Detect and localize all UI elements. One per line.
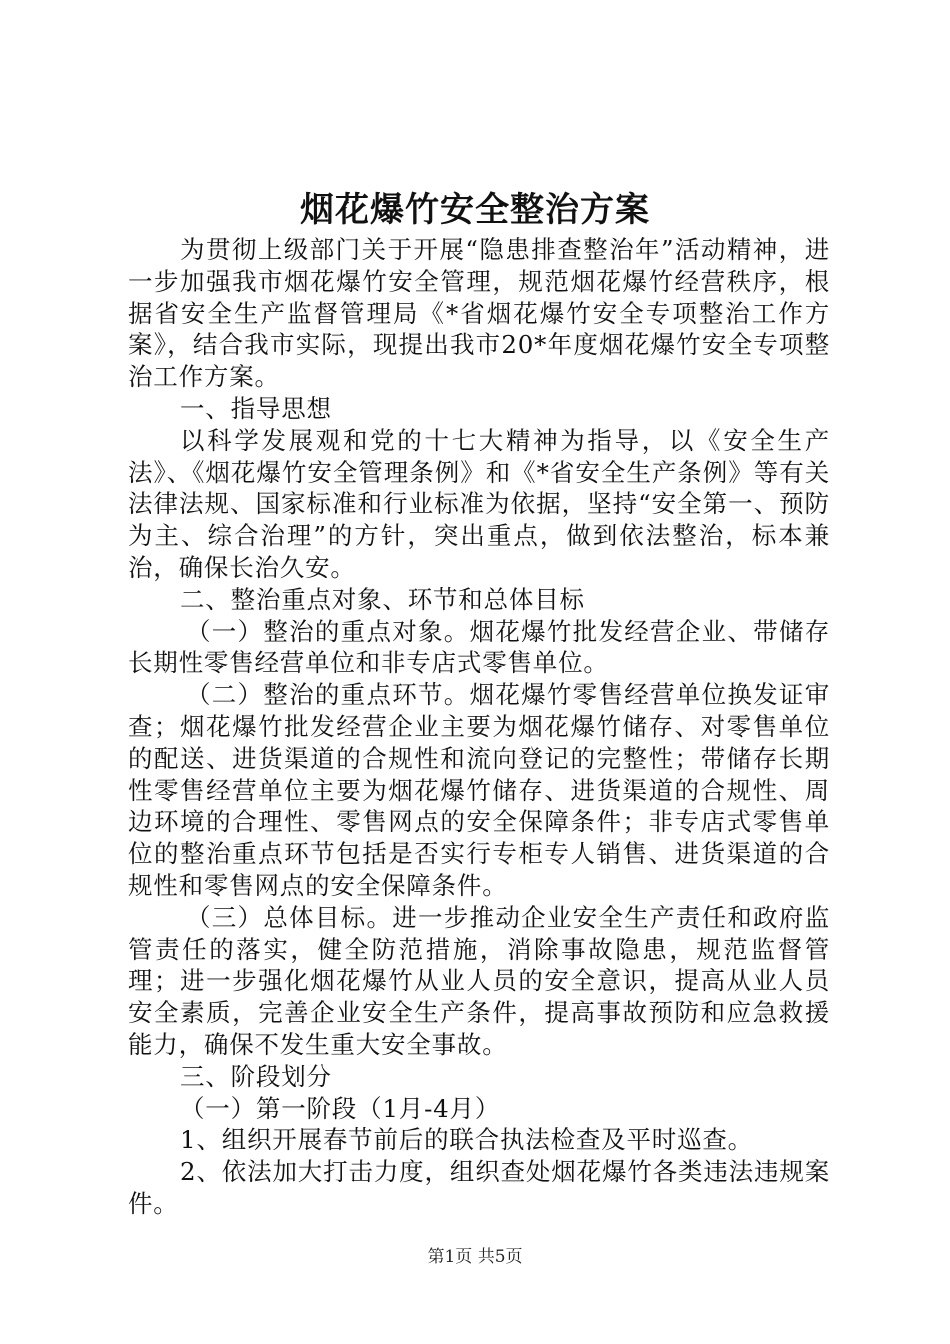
document-body [128, 234, 830, 1220]
heading-targets: 二、整治重点对象、环节和总体目标 [180, 584, 585, 614]
paragraph-intro: 为贯彻上级部门关于开展“隐患排查整治年”活动精神，进一步加强我市烟花爆竹安全管理，规范烟花爆竹经营秩序，根据省安全生产监督管理局《*省烟花爆竹安全专项整治工作方案》，结合我市实际，现提出我市20*年度烟花爆竹安全专项整治工作方案。 [128, 235, 830, 392]
paragraph-key-links: （二）整治的重点环节。烟花爆竹零售经营单位换发证审查；烟花爆竹批发经营企业主要为烟花爆竹储存、对零售单位的配送、进货渠道的合规性和流向登记的完整性；带储存长期性零售经营单位主要为烟花爆竹储存、进货渠道的合规性、周边环境的合理性、零售网点的安全保障条件；非专店式零售单位的整治重点环节包括是否实行专柜专人销售、进货渠道的合规性和零售网点的安全保障条件。 [128, 680, 830, 900]
document-title: 烟花爆竹安全整治方案 [300, 190, 650, 230]
paragraph-guiding-thought: 以科学发展观和党的十七大精神为指导，以《安全生产法》、《烟花爆竹安全管理条例》和《*省安全生产条例》等有关法律法规、国家标准和行业标准为依据，坚持“安全第一、预防为主、综合治理”的方针，突出重点，做到依法整治，标本兼治，确保长治久安。 [128, 425, 830, 582]
list-item-phase-one-1: 1、组织开展春节前后的联合执法检查及平时巡查。 [180, 1125, 753, 1155]
list-item-phase-one-2: 2、依法加大打击力度，组织查处烟花爆竹各类违法违规案件。 [128, 1157, 830, 1218]
heading-guiding-thought: 一、指导思想 [180, 393, 332, 423]
paragraph-key-objects: （一）整治的重点对象。烟花爆竹批发经营企业、带储存长期性零售经营单位和非专店式零售单位。 [128, 616, 830, 678]
paragraph-overall-goal: （三）总体目标。进一步推动企业安全生产责任和政府监管责任的落实，健全防范措施，消除事故隐患，规范监督管理；进一步强化烟花爆竹从业人员的安全意识，提高从业人员安全素质，完善企业安全生产条件，提高事故预防和应急救援能力，确保不发生重大安全事故。 [128, 902, 830, 1059]
page-number-footer: 第1页 共5页 [427, 1247, 523, 1267]
heading-phases: 三、阶段划分 [180, 1061, 332, 1091]
heading-phase-one: （一）第一阶段（1月-4月） [180, 1093, 501, 1123]
